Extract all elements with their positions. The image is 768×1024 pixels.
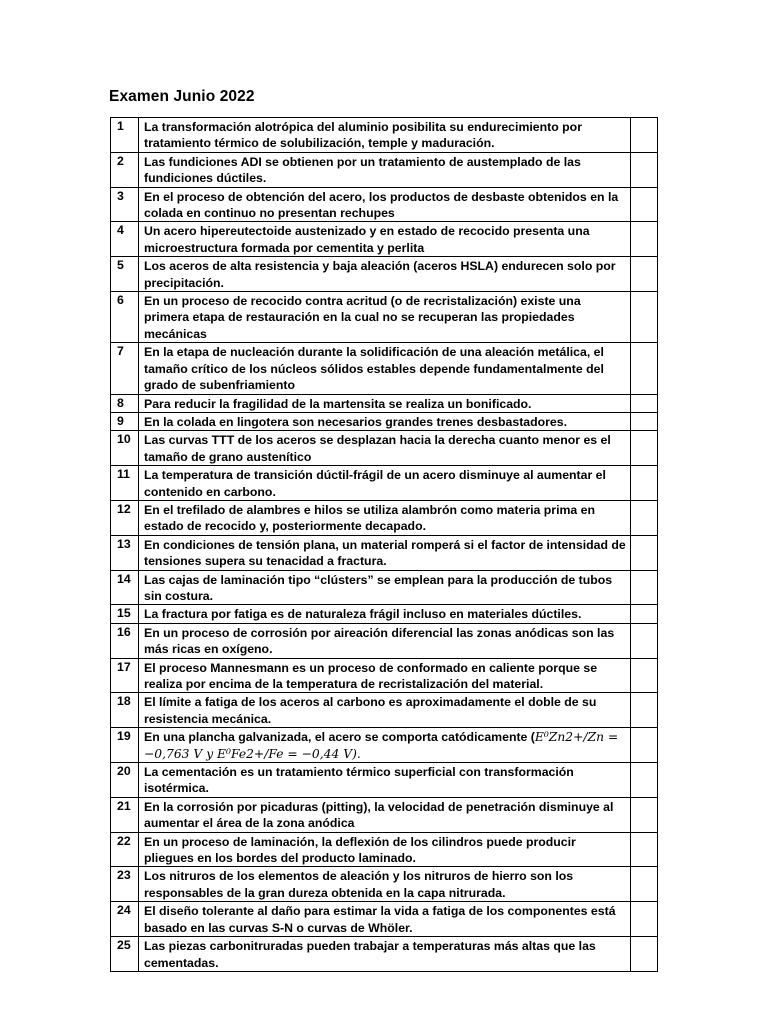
question-number: 14 [111,570,139,605]
answer-cell[interactable] [631,152,658,187]
answer-cell[interactable] [631,570,658,605]
question-text: En el proceso de obtención del acero, los productos de desbaste obtenidos en la colada en continuo no presentan rechupes [139,187,631,222]
table-row [111,431,658,466]
table-row [111,570,658,605]
table-row [111,832,658,867]
answer-cell[interactable] [631,763,658,798]
question-text: La transformación alotrópica del aluminio posibilita su endurecimiento por tratamiento térmico de solubilización, temple y maduración. [139,118,631,153]
table-row [111,728,658,763]
question-number: 1 [111,118,139,153]
question-text: En un proceso de recocido contra acritud (o de recristalización) existe una primera etapa de restauración en la cual no se recuperan las propiedades mecánicas [139,292,631,343]
question-text [139,728,631,763]
table-row [111,394,658,412]
question-text: En un proceso de laminación, la deflexión de los cilindros puede producir pliegues en los bordes del producto laminado. [139,832,631,867]
question-text: Para reducir la fragilidad de la martensita se realiza un bonificado. [139,394,631,412]
answer-cell[interactable] [631,466,658,501]
question-text: En el trefilado de alambres e hilos se utiliza alambrón como materia prima en estado de recocido y, posteriormente decapado. [139,500,631,535]
question-number: 18 [111,693,139,728]
document-title: Examen Junio 2022 [109,88,255,105]
table-row [111,222,658,257]
question-text: La fractura por fatiga es de naturaleza frágil incluso en materiales dúctiles. [139,605,631,623]
answer-cell[interactable] [631,535,658,570]
question-text: El diseño tolerante al daño para estimar la vida a fatiga de los componentes está basado en las curvas S-N o curvas de Whöler. [139,902,631,937]
answer-cell[interactable] [631,222,658,257]
question-number: 16 [111,623,139,658]
table-row [111,500,658,535]
question-number: 7 [111,343,139,394]
question-text: Los nitruros de los elementos de aleación y los nitruros de hierro son los responsables de la gran dureza obtenida en la capa nitrurada. [139,867,631,902]
table-row [111,466,658,501]
table-row [111,693,658,728]
question-text: Las fundiciones ADI se obtienen por un tratamiento de austemplado de las fundiciones dúctiles. [139,152,631,187]
question-number: 15 [111,605,139,623]
question-number: 25 [111,937,139,972]
question-text: En un proceso de corrosión por aireación diferencial las zonas anódicas son las más ricas en oxígeno. [139,623,631,658]
question-text: En la etapa de nucleación durante la solidificación de una aleación metálica, el tamaño crítico de los núcleos sólidos estables depende fundamentalmente del grado de subenfriamiento [139,343,631,394]
question-number: 24 [111,902,139,937]
table-row [111,623,658,658]
answer-cell[interactable] [631,797,658,832]
answer-cell[interactable] [631,500,658,535]
question-text: Las curvas TTT de los aceros se desplazan hacia la derecha cuanto menor es el tamaño de grano austenítico [139,431,631,466]
table-row [111,937,658,972]
table-row [111,605,658,623]
answer-cell[interactable] [631,902,658,937]
answer-cell[interactable] [631,658,658,693]
question-number: 13 [111,535,139,570]
question-number: 20 [111,763,139,798]
electrode-potential-formula: E⁰Zn2+/Zn = −0,763 V y E⁰Fe2+/Fe = −0,44 V). [144,730,619,761]
question-number: 8 [111,394,139,412]
table-row [111,118,658,153]
question-number: 9 [111,412,139,430]
question-number: 17 [111,658,139,693]
question-number: 2 [111,152,139,187]
answer-cell[interactable] [631,412,658,430]
question-number: 11 [111,466,139,501]
question-text: Los aceros de alta resistencia y baja aleación (aceros HSLA) endurecen solo por precipitación. [139,257,631,292]
answer-cell[interactable] [631,693,658,728]
table-row [111,902,658,937]
question-text: El proceso Mannesmann es un proceso de conformado en caliente porque se realiza por encima de la temperatura de recristalización del material. [139,658,631,693]
table-row [111,867,658,902]
answer-cell[interactable] [631,867,658,902]
answer-cell[interactable] [631,431,658,466]
question-number: 5 [111,257,139,292]
table-row [111,343,658,394]
question-text: Un acero hipereutectoide austenizado y en estado de recocido presenta una microestructura formada por cementita y perlita [139,222,631,257]
answer-cell[interactable] [631,343,658,394]
table-row [111,797,658,832]
table-row [111,257,658,292]
table-row [111,292,658,343]
answer-cell[interactable] [631,187,658,222]
table-row [111,535,658,570]
question-number: 22 [111,832,139,867]
answer-cell[interactable] [631,292,658,343]
question-text: La cementación es un tratamiento térmico superficial con transformación isotérmica. [139,763,631,798]
question-text: El límite a fatiga de los aceros al carbono es aproximadamente el doble de su resistencia mecánica. [139,693,631,728]
answer-cell[interactable] [631,832,658,867]
questions-table [110,117,658,972]
answer-cell[interactable] [631,937,658,972]
answer-cell[interactable] [631,623,658,658]
answer-cell[interactable] [631,257,658,292]
question-number: 3 [111,187,139,222]
question-text: Las cajas de laminación tipo “clústers” se emplean para la producción de tubos sin costura. [139,570,631,605]
question-text: En la colada en lingotera son necesarios grandes trenes desbastadores. [139,412,631,430]
question-text-part: En una plancha galvanizada, el acero se comporta catódicamente ( [144,730,535,745]
question-number: 19 [111,728,139,763]
answer-cell[interactable] [631,118,658,153]
question-number: 21 [111,797,139,832]
answer-cell[interactable] [631,394,658,412]
question-number: 12 [111,500,139,535]
table-row [111,763,658,798]
question-number: 4 [111,222,139,257]
question-text: En condiciones de tensión plana, un material romperá si el factor de intensidad de tensiones supera su tenacidad a fractura. [139,535,631,570]
question-number: 6 [111,292,139,343]
table-row [111,152,658,187]
table-row [111,187,658,222]
question-text: En la corrosión por picaduras (pitting), la velocidad de penetración disminuye al aumentar el área de la zona anódica [139,797,631,832]
table-row [111,658,658,693]
answer-cell[interactable] [631,728,658,763]
question-number: 23 [111,867,139,902]
answer-cell[interactable] [631,605,658,623]
question-number: 10 [111,431,139,466]
question-text: La temperatura de transición dúctil-frágil de un acero disminuye al aumentar el contenido en carbono. [139,466,631,501]
question-text: Las piezas carbonitruradas pueden trabajar a temperaturas más altas que las cementadas. [139,937,631,972]
table-row [111,412,658,430]
